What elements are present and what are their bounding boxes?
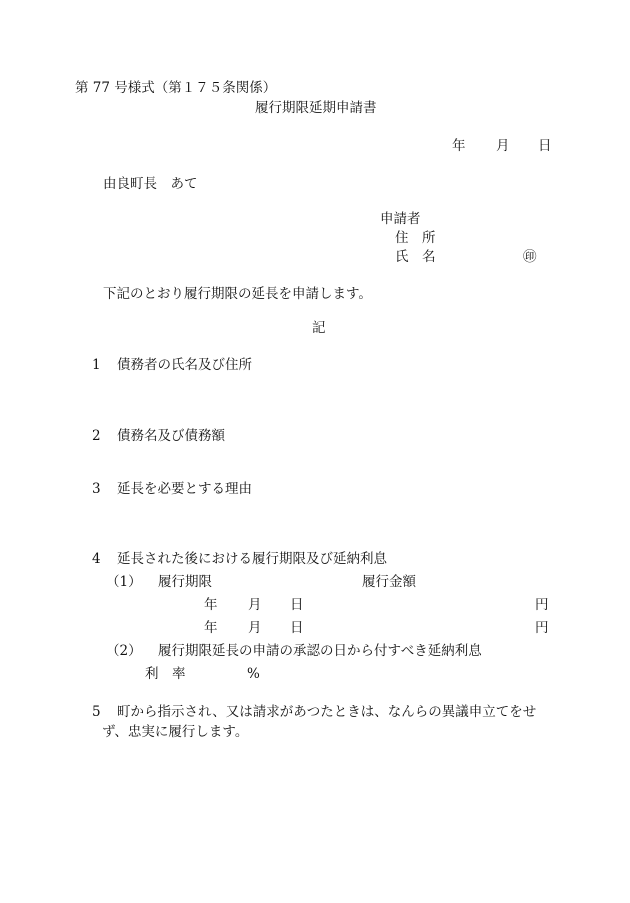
- row2-day: 日: [290, 620, 304, 636]
- row1-day: 日: [290, 597, 304, 613]
- sub2-text: 履行期限延長の申請の承認の日から付すべき延納利息: [158, 643, 482, 659]
- form-number: 第 77 号様式（第１７５条関係）: [75, 80, 277, 96]
- addressee: 由良町長 あて: [103, 176, 198, 192]
- item1-text: 債務者の氏名及び住所: [117, 357, 252, 373]
- item4-number: 4: [92, 551, 101, 567]
- ki-heading: 記: [312, 320, 326, 336]
- seal-mark-icon: ㊞: [523, 249, 537, 265]
- percent-sign: %: [247, 666, 260, 682]
- deadline-label: 履行期限: [158, 574, 212, 590]
- rate-label: 利 率: [145, 666, 186, 682]
- document-title: 履行期限延期申請書: [255, 100, 377, 116]
- item5-line2: ず、忠実に履行します。: [102, 724, 249, 740]
- amount-label: 履行金額: [362, 574, 416, 590]
- intro-text: 下記のとおり履行期限の延長を申請します。: [103, 286, 372, 302]
- item5-line1: 町から指示され、又は請求があつたときは、なんらの異議申立てをせ: [117, 704, 537, 720]
- item3-text: 延長を必要とする理由: [117, 481, 252, 497]
- applicant-label: 申請者: [380, 211, 421, 227]
- row1-month: 月: [248, 597, 262, 613]
- date-year: 年: [452, 138, 466, 154]
- row2-year: 年: [204, 620, 218, 636]
- sub1-number: （1）: [106, 574, 142, 590]
- row1-year: 年: [204, 597, 218, 613]
- row1-yen: 円: [535, 597, 549, 613]
- row2-yen: 円: [535, 620, 549, 636]
- item1-number: 1: [92, 357, 101, 373]
- applicant-address-label: 住 所: [395, 230, 436, 246]
- item5-number: 5: [92, 704, 101, 720]
- row2-month: 月: [248, 620, 262, 636]
- item3-number: 3: [92, 481, 101, 497]
- item2-number: 2: [92, 428, 101, 444]
- sub2-number: （2）: [106, 643, 142, 659]
- item4-text: 延長された後における履行期限及び延納利息: [117, 551, 387, 567]
- date-day: 日: [538, 138, 552, 154]
- date-month: 月: [496, 138, 510, 154]
- item2-text: 債務名及び債務額: [117, 428, 225, 444]
- applicant-name-label: 氏 名: [395, 249, 436, 265]
